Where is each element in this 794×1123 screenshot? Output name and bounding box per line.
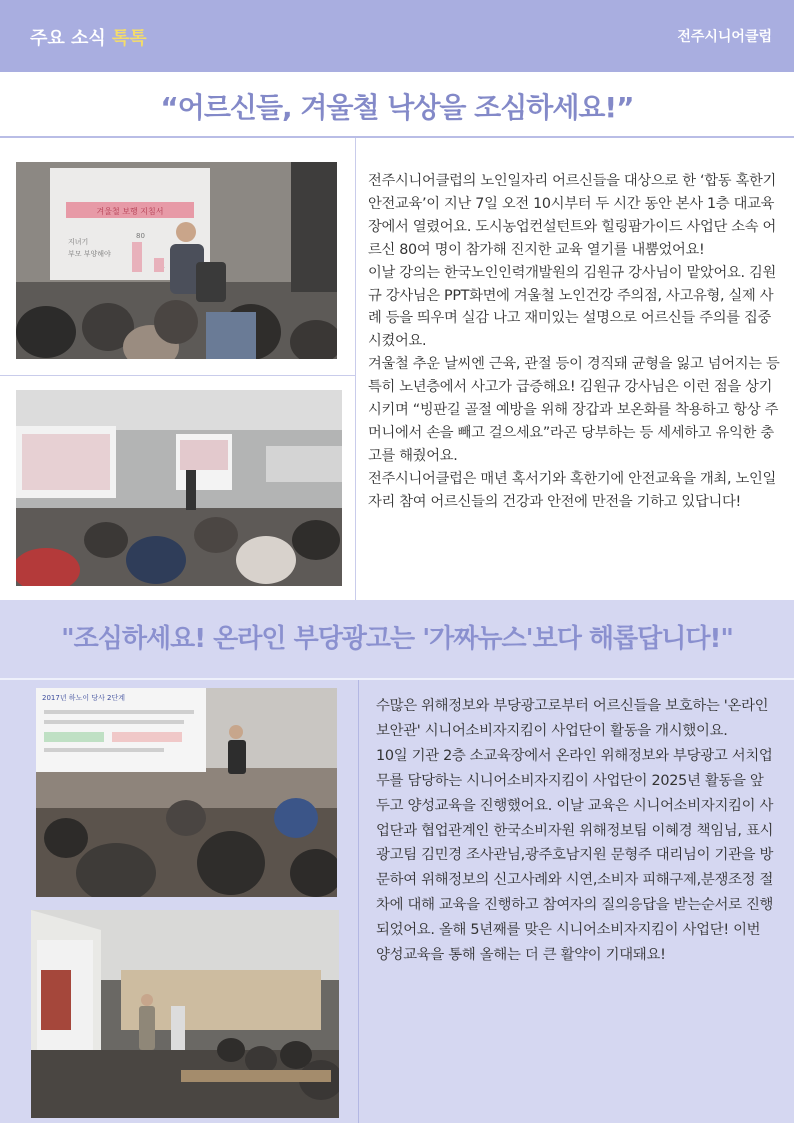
lecture-photo-1 [16,162,337,359]
section-label [30,24,147,50]
article1-paragraph: 전주시니어클럽의 노인일자리 어르신들을 대상으로 한 ‘합동 혹한기안전교육’이 지난 7일 오전 10시부터 두 시간 동안 본사 1층 대교육장에서 열렸어요. 도시농업컨설턴트와 힐링팜가이드 사업단 소속 어르신 80여 명이 참가해 진지한 교육 열기를 내뿜었어요! [368,173,777,258]
lecture-photo-2 [16,390,342,586]
column-divider-1 [355,138,356,600]
title-divider [0,136,794,138]
article1-body [368,170,780,514]
page-header [0,0,794,72]
article2-paragraph: 10일 기관 2층 소교육장에서 온라인 위해정보와 부당광고 서치업무를 담당하는 시니어소비자지킴이 사업단이 2025년 활동을 앞두고 양성교육을 진행했어요. 이날 교육은 시니어소비자지킴이 사업단과 협업관계인 한국소비자원 위해정보팀 이혜경 책임님, 표시광고팀 김민경 조사관님,광주호남지원 문형주 대리님이 기관을 방문하여 위해정보의 신고사례와 시연,소비자 피해구제,분쟁조정 절차에 대해 교육을 진행하고 참여자의 질의응답을 받는순서로 진행되었어요. 올해 5년째를 맞은 시니어소비자지킴이 사업단! 이번 양성교육을 통해 올해는 더 큰 활약이 기대돼요! [376,747,774,964]
article1-title: “어르신들, 겨울철 낙상을 조심하세요!” [160,91,634,124]
article1-paragraph: 전주시니어클럽은 매년 혹서기와 혹한기에 안전교육을 개최, 노인일자리 참여 어르신들의 건강과 안전에 만전을 기하고 있답니다! [368,470,777,510]
article2-title: "조심하세요! 온라인 부당광고는 '가짜뉴스'보다 해롭답니다!" [61,624,733,654]
section-label-accent: 톡톡 [111,28,147,49]
section-label-text: 주요 소식 [30,28,106,49]
article2-paragraph: 수많은 위해정보와 부당광고로부터 어르신들을 보호하는 '온라인 보안관' 시니어소비자지킴이 사업단이 활동을 개시했이요. [376,698,769,739]
org-name: 전주시니어클럽 [677,29,772,45]
article2-body [376,694,776,968]
slide-line-2: 부모 부양해야 [68,250,111,258]
article1-paragraph: 겨울철 추운 날씨엔 근육, 관절 등이 경직돼 균형을 잃고 넘어지는 등 특히 노년층에서 사고가 급증해요! 김원규 강사님은 이런 점을 상기시키며 “빙판길 골절 예방을 위해 장갑과 보온화를 착용하고 항상 주머니에서 손을 빼고 걸으세요”라곤 당부하는 등 세세하고 유익한 충고를 해줬어요. [368,356,780,464]
column-divider-2 [358,680,359,1123]
slide-figure-1: 80 [136,232,145,240]
slide-title: 2017년 하노이 당사 2단계 [42,694,126,702]
slide-line-1: 지녀기 [68,238,89,246]
slide-title: 겨울철 보행 지침서 [96,207,164,216]
article2-divider [0,678,794,680]
training-photo-1 [36,688,337,897]
training-photo-2 [31,910,339,1118]
photo-divider-1 [0,375,356,376]
article1-paragraph: 이날 강의는 한국노인인력개발원의 김원규 강사님이 맡았어요. 김원규 강사님은 PPT화면에 겨울철 노인건강 주의점, 사고유형, 실제 사례 등을 띄우며 실감 나고 재미있는 설명으로 어르신들 주의를 집중시켰어요. [368,264,777,350]
